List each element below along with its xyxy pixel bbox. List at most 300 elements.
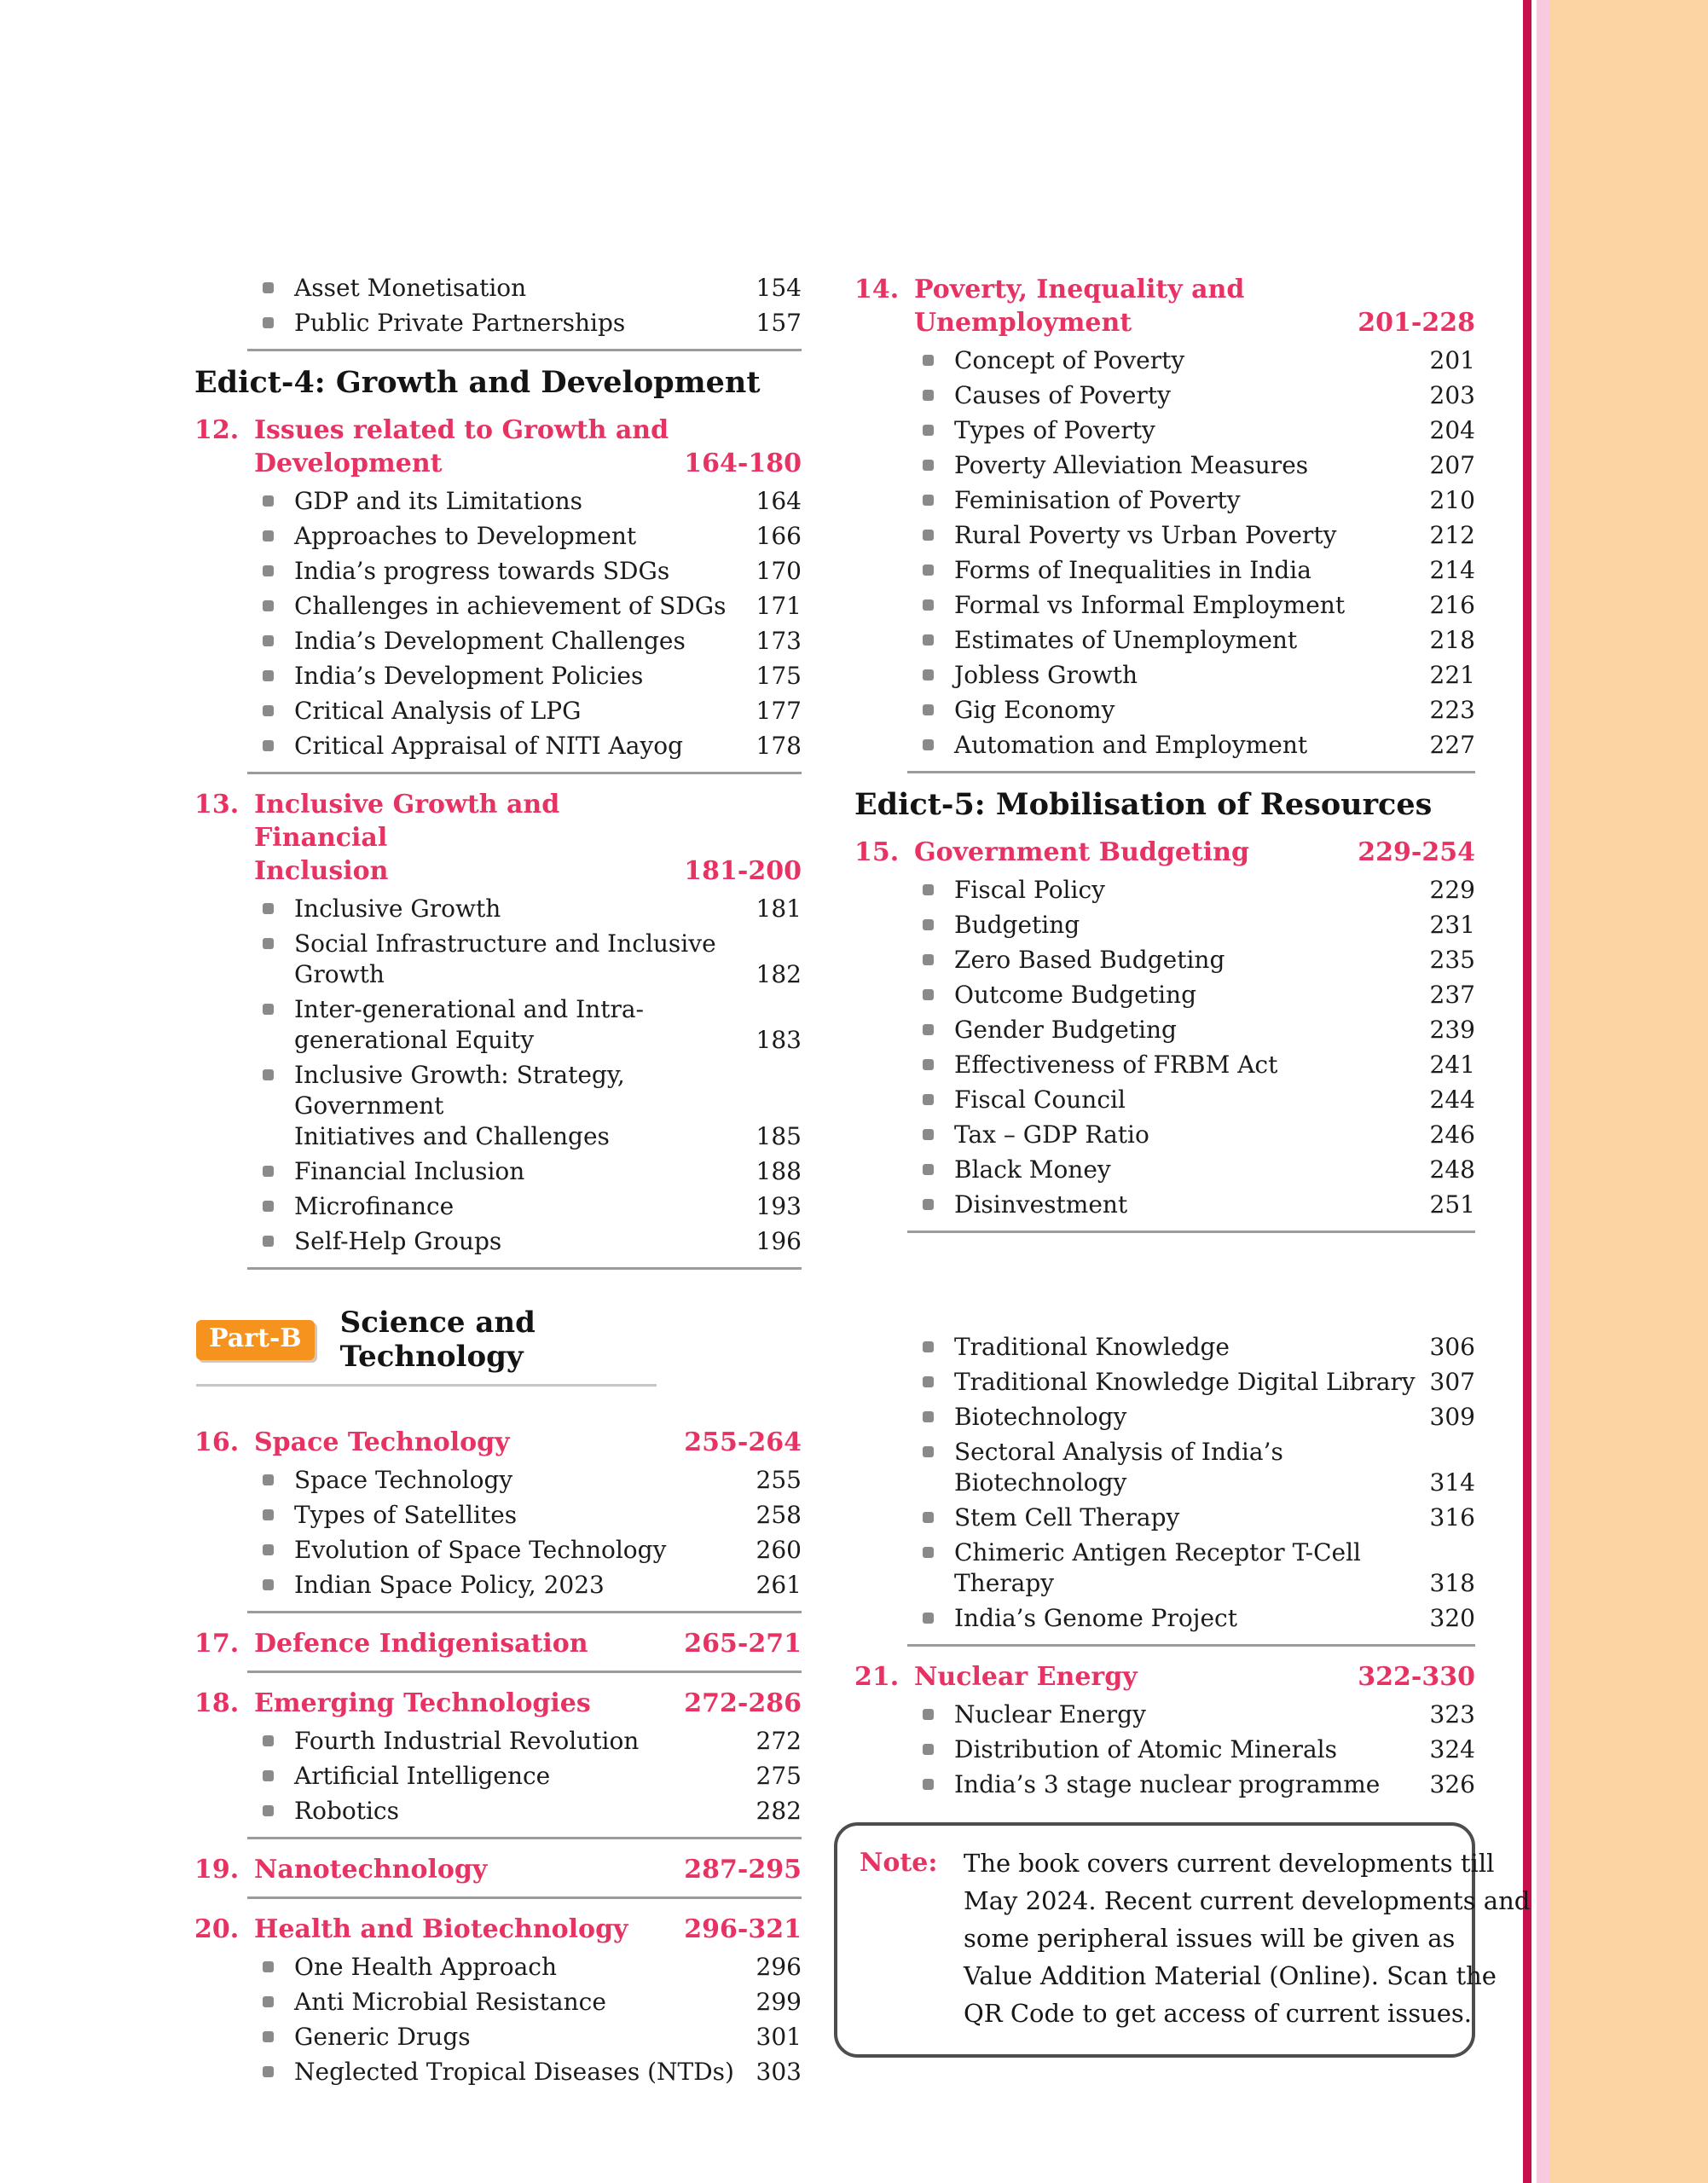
section-separator xyxy=(247,1896,802,1899)
list-bullet-icon xyxy=(923,634,934,646)
list-bullet-icon xyxy=(923,1446,934,1457)
chapter-page-range: 265-271 xyxy=(684,1629,802,1659)
chapter-row xyxy=(194,1687,802,1720)
list-bullet-icon xyxy=(263,740,274,751)
toc-item xyxy=(194,994,802,1056)
toc-item-page: 260 xyxy=(756,1536,802,1564)
chapter-page-range: 201-228 xyxy=(1358,308,1475,338)
list-bullet-icon xyxy=(923,1411,934,1422)
note-text-line: some peripheral issues will be given as xyxy=(964,1924,1456,1953)
toc-item-label-line: GDP and its Limitations xyxy=(294,487,583,515)
toc-item-label xyxy=(954,625,1430,656)
toc-item-label-line: Therapy xyxy=(954,1569,1055,1597)
toc-item xyxy=(194,1952,802,1983)
toc-item-label-line: Social Infrastructure and Inclusive xyxy=(294,929,716,958)
toc-item-page: 218 xyxy=(1429,626,1475,654)
toc-item-label-line: Artificial Intelligence xyxy=(294,1762,551,1790)
toc-item-page: 164 xyxy=(756,487,802,515)
toc-item-page: 301 xyxy=(756,2023,802,2051)
toc-item xyxy=(854,1603,1475,1634)
list-bullet-icon xyxy=(263,903,274,914)
toc-item-label-line: Rural Poverty vs Urban Poverty xyxy=(954,521,1337,549)
toc-item-label-line: Disinvestment xyxy=(954,1190,1128,1219)
toc-item-label xyxy=(294,308,756,339)
toc-item-page: 212 xyxy=(1429,521,1475,549)
list-bullet-icon xyxy=(263,635,274,646)
chapter-number: 14. xyxy=(854,275,900,304)
toc-item-label xyxy=(954,1332,1430,1363)
toc-item-label-line: Inclusive Growth: Strategy, Government xyxy=(294,1061,625,1120)
toc-item-page: 170 xyxy=(756,557,802,585)
part-heading: Edict-4: Growth and Development xyxy=(194,365,761,400)
list-bullet-icon xyxy=(923,390,934,401)
chapter-title-line: Development xyxy=(254,449,443,478)
list-bullet-icon xyxy=(923,1129,934,1140)
toc-item xyxy=(854,520,1475,551)
toc-item-label-line: India’s 3 stage nuclear programme xyxy=(954,1770,1381,1798)
toc-item-label-line: Black Money xyxy=(954,1155,1111,1184)
toc-item xyxy=(194,661,802,692)
toc-item-label-line: Causes of Poverty xyxy=(954,381,1171,409)
toc-item-label-line: Fiscal Policy xyxy=(954,876,1105,904)
toc-item-label xyxy=(954,520,1430,551)
chapter-title xyxy=(914,273,1358,339)
column-spacer xyxy=(854,1247,1475,1332)
toc-item-page: 231 xyxy=(1429,911,1475,939)
list-bullet-icon xyxy=(263,1166,274,1177)
note-text-line: May 2024. Recent current developments and xyxy=(964,1886,1531,1915)
toc-item xyxy=(854,1769,1475,1800)
toc-item-label xyxy=(954,415,1430,446)
toc-item-label-line: Growth xyxy=(294,960,385,988)
chapter-title xyxy=(254,1853,684,1886)
toc-item xyxy=(854,695,1475,726)
toc-item-page: 216 xyxy=(1429,591,1475,619)
chapter-page-range: 272-286 xyxy=(684,1688,802,1718)
toc-item xyxy=(194,1987,802,2018)
part-badge: Part-B xyxy=(196,1320,315,1360)
list-bullet-icon xyxy=(263,1069,274,1080)
toc-item-page: 261 xyxy=(756,1571,802,1599)
toc-item xyxy=(854,1437,1475,1498)
toc-item xyxy=(194,591,802,622)
toc-item-label xyxy=(294,929,756,990)
chapter-title-line: Health and Biotechnology xyxy=(254,1914,628,1944)
toc-item-label-line: Effectiveness of FRBM Act xyxy=(954,1051,1278,1079)
list-bullet-icon xyxy=(263,1201,274,1212)
toc-item xyxy=(854,980,1475,1010)
list-bullet-icon xyxy=(923,1376,934,1387)
list-bullet-icon xyxy=(923,460,934,471)
toc-item-label xyxy=(954,1155,1430,1185)
toc-item xyxy=(854,1537,1475,1599)
chapter-row xyxy=(194,1627,802,1660)
toc-item-page: 196 xyxy=(756,1227,802,1255)
toc-item xyxy=(194,1156,802,1187)
part-title: Science and Technology xyxy=(339,1306,536,1374)
toc-item xyxy=(194,626,802,657)
toc-item-label-line: Generic Drugs xyxy=(294,2023,471,2051)
toc-item xyxy=(194,894,802,924)
toc-item-page: 307 xyxy=(1429,1368,1475,1396)
chapter-number: 19. xyxy=(194,1855,240,1885)
toc-item-page: 326 xyxy=(1429,1770,1475,1798)
section-separator xyxy=(247,349,802,351)
list-bullet-icon xyxy=(923,530,934,541)
toc-item-label xyxy=(954,1734,1430,1765)
toc-item-page: 221 xyxy=(1429,661,1475,689)
note-label: Note: xyxy=(860,1848,938,1878)
toc-item-label xyxy=(294,1796,756,1827)
toc-item-label-line: Biotechnology xyxy=(954,1468,1127,1497)
list-bullet-icon xyxy=(923,1779,934,1790)
list-bullet-icon xyxy=(263,495,274,507)
chapter-page-range: 164-180 xyxy=(684,449,802,478)
section-separator xyxy=(247,772,802,774)
toc-item xyxy=(854,1402,1475,1433)
list-bullet-icon xyxy=(923,1512,934,1523)
toc-item-label xyxy=(294,1952,756,1983)
toc-item-page: 223 xyxy=(1429,696,1475,724)
toc-item-label xyxy=(294,1726,756,1757)
toc-item xyxy=(854,555,1475,586)
toc-item-label-line: Robotics xyxy=(294,1797,399,1825)
chapter-row xyxy=(854,273,1475,339)
toc-item-label xyxy=(954,945,1430,976)
section-separator xyxy=(907,1644,1475,1647)
list-bullet-icon xyxy=(923,599,934,611)
toc-item-label-line: Gig Economy xyxy=(954,696,1115,724)
toc-item-label xyxy=(954,1402,1430,1433)
toc-item-label-line: Inter-generational and Intra- xyxy=(294,995,645,1023)
list-bullet-icon xyxy=(923,565,934,576)
chapter-title xyxy=(914,1660,1358,1694)
toc-item-label xyxy=(954,1050,1430,1080)
toc-item-label-line: Chimeric Antigen Receptor T-Cell xyxy=(954,1538,1361,1566)
toc-item-label xyxy=(294,894,756,924)
toc-item-page: 244 xyxy=(1429,1086,1475,1114)
chapter-page-range: 229-254 xyxy=(1358,837,1475,867)
chapter-number: 13. xyxy=(194,790,240,819)
chapter-row xyxy=(854,836,1475,869)
toc-item xyxy=(854,875,1475,906)
toc-item-label xyxy=(294,521,756,552)
chapter-page-range: 322-330 xyxy=(1358,1662,1475,1692)
list-bullet-icon xyxy=(923,669,934,680)
list-bullet-icon xyxy=(263,705,274,716)
list-bullet-icon xyxy=(923,1341,934,1352)
chapter-row xyxy=(194,1913,802,1946)
toc-item xyxy=(194,273,802,304)
toc-item xyxy=(854,345,1475,376)
list-bullet-icon xyxy=(263,600,274,611)
toc-item xyxy=(194,1465,802,1496)
toc-item-label xyxy=(294,591,756,622)
note-text xyxy=(964,1844,1530,2032)
list-bullet-icon xyxy=(923,1744,934,1755)
toc-item-label xyxy=(294,273,756,304)
toc-item-label xyxy=(954,1190,1430,1220)
toc-item-page: 306 xyxy=(1429,1333,1475,1361)
toc-item-label-line: One Health Approach xyxy=(294,1953,557,1981)
list-bullet-icon xyxy=(923,1709,934,1720)
toc-item-page: 255 xyxy=(756,1466,802,1494)
toc-item-label-line: Challenges in achievement of SDGs xyxy=(294,592,727,620)
toc-item-page: 246 xyxy=(1429,1120,1475,1149)
toc-item-label-line: Jobless Growth xyxy=(954,661,1138,689)
chapter-title xyxy=(254,1913,684,1946)
toc-item-label xyxy=(954,1367,1430,1398)
toc-item-page: 214 xyxy=(1429,556,1475,584)
list-bullet-icon xyxy=(923,1547,934,1558)
toc-item-page: 203 xyxy=(1429,381,1475,409)
toc-item-page: 235 xyxy=(1429,946,1475,974)
toc-item-label xyxy=(294,1535,756,1566)
toc-item-page: 296 xyxy=(756,1953,802,1981)
chapter-row xyxy=(194,788,802,888)
toc-item xyxy=(854,1085,1475,1115)
toc-item-label-line: Fourth Industrial Revolution xyxy=(294,1727,640,1755)
toc-item xyxy=(854,1190,1475,1220)
chapter-page-range: 181-200 xyxy=(684,856,802,886)
toc-item-label xyxy=(954,1699,1430,1730)
toc-item-label-line: Automation and Employment xyxy=(954,731,1308,759)
toc-item xyxy=(194,486,802,517)
toc-item-label xyxy=(294,1987,756,2018)
list-bullet-icon xyxy=(263,317,274,328)
toc-item xyxy=(854,485,1475,516)
toc-item-label xyxy=(954,1603,1430,1634)
toc-item-label-line: Sectoral Analysis of India’s xyxy=(954,1438,1283,1466)
toc-item-label xyxy=(954,485,1430,516)
list-bullet-icon xyxy=(263,1509,274,1520)
toc-item-label xyxy=(294,486,756,517)
toc-item-label-line: Zero Based Budgeting xyxy=(954,946,1225,974)
note-text-line: Value Addition Material (Online). Scan the xyxy=(964,1961,1497,1990)
toc-item-page: 323 xyxy=(1429,1700,1475,1728)
toc-item xyxy=(194,731,802,761)
toc-item-label-line: Self-Help Groups xyxy=(294,1227,502,1255)
toc-item-page: 177 xyxy=(756,697,802,725)
toc-item-label xyxy=(954,1537,1430,1599)
toc-item-label xyxy=(954,1085,1430,1115)
chapter-title-line: Nanotechnology xyxy=(254,1855,488,1885)
toc-item-page: 182 xyxy=(756,960,802,988)
section-separator xyxy=(247,1611,802,1613)
chapter-title-line: Government Budgeting xyxy=(914,837,1249,867)
toc-item-page: 299 xyxy=(756,1988,802,2016)
list-bullet-icon xyxy=(923,1024,934,1035)
chapter-row xyxy=(194,414,802,480)
toc-item-label-line: Microfinance xyxy=(294,1192,455,1220)
toc-item-label-line: Types of Poverty xyxy=(954,416,1155,444)
note-text-line: The book covers current developments till xyxy=(964,1849,1495,1878)
toc-item xyxy=(194,1761,802,1792)
part-badge-row xyxy=(196,1306,657,1387)
list-bullet-icon xyxy=(923,1094,934,1105)
toc-item xyxy=(194,308,802,339)
toc-item-label-line: Nuclear Energy xyxy=(954,1700,1146,1728)
toc-item xyxy=(854,380,1475,411)
toc-item-page: 324 xyxy=(1429,1735,1475,1763)
toc-item-label-line: Traditional Knowledge Digital Library xyxy=(954,1368,1416,1396)
toc-item-label xyxy=(954,660,1430,691)
toc-item-page: 248 xyxy=(1429,1155,1475,1184)
toc-item-label xyxy=(294,1060,756,1152)
list-bullet-icon xyxy=(923,1199,934,1210)
toc-item-page: 154 xyxy=(756,274,802,302)
list-bullet-icon xyxy=(263,1961,274,1972)
toc-item xyxy=(194,1535,802,1566)
list-bullet-icon xyxy=(263,1236,274,1247)
toc-item-label-line: Poverty Alleviation Measures xyxy=(954,451,1309,479)
list-bullet-icon xyxy=(923,1164,934,1175)
toc-item-label-line: Feminisation of Poverty xyxy=(954,486,1241,514)
toc-item-page: 166 xyxy=(756,522,802,550)
toc-item xyxy=(854,1332,1475,1363)
list-bullet-icon xyxy=(263,1004,274,1015)
chapter-title-line: Nuclear Energy xyxy=(914,1662,1138,1692)
toc-item xyxy=(194,2057,802,2087)
chapter-page-range: 296-321 xyxy=(684,1914,802,1944)
list-bullet-icon xyxy=(263,1474,274,1485)
chapter-title-line: Inclusive Growth and Financial xyxy=(254,790,560,853)
toc-item-label-line: Space Technology xyxy=(294,1466,513,1494)
part-heading: Edict-5: Mobilisation of Resources xyxy=(854,787,1433,822)
list-bullet-icon xyxy=(923,495,934,506)
toc-item-label xyxy=(294,556,756,587)
toc-item xyxy=(854,910,1475,941)
toc-item-page: 251 xyxy=(1429,1190,1475,1219)
toc-item-page: 309 xyxy=(1429,1403,1475,1431)
toc-item-page: 229 xyxy=(1429,876,1475,904)
toc-item-page: 188 xyxy=(756,1157,802,1185)
section-separator xyxy=(247,1837,802,1839)
list-bullet-icon xyxy=(923,884,934,895)
toc-item-label xyxy=(954,695,1430,726)
toc-item-label xyxy=(954,450,1430,481)
list-bullet-icon xyxy=(923,919,934,930)
list-bullet-icon xyxy=(263,1805,274,1816)
toc-item-label-line: Tax – GDP Ratio xyxy=(954,1120,1149,1149)
chapter-number: 15. xyxy=(854,837,900,867)
toc-item-label xyxy=(294,2057,756,2087)
list-bullet-icon xyxy=(263,2066,274,2077)
toc-item-label-line: Anti Microbial Resistance xyxy=(294,1988,606,2016)
chapter-title xyxy=(254,1426,684,1459)
toc-item-page: 210 xyxy=(1429,486,1475,514)
toc-item-label xyxy=(954,1769,1430,1800)
toc-item-label-line: Neglected Tropical Diseases (NTDs) xyxy=(294,2058,734,2086)
toc-item xyxy=(854,660,1475,691)
chapter-title xyxy=(254,414,684,480)
toc-item-label-line: Forms of Inequalities in India xyxy=(954,556,1311,584)
toc-item-page: 183 xyxy=(756,1026,802,1054)
toc-item-page: 173 xyxy=(756,627,802,655)
toc-item-page: 314 xyxy=(1429,1468,1475,1497)
toc-item-label xyxy=(954,980,1430,1010)
toc-item-label-line: Stem Cell Therapy xyxy=(954,1503,1180,1532)
list-bullet-icon xyxy=(263,938,274,949)
list-bullet-icon xyxy=(923,989,934,1000)
toc-item-page: 201 xyxy=(1429,346,1475,374)
toc-item-label-line: Critical Appraisal of NITI Aayog xyxy=(294,732,684,760)
toc-item-label xyxy=(294,1226,756,1257)
toc-item-label xyxy=(954,380,1430,411)
section-separator xyxy=(907,771,1475,773)
chapter-number: 21. xyxy=(854,1662,900,1692)
toc-item-page: 171 xyxy=(756,592,802,620)
toc-item-page: 258 xyxy=(756,1501,802,1529)
toc-item-label xyxy=(294,1500,756,1531)
toc-item xyxy=(854,1015,1475,1045)
toc-item-label-line: Fiscal Council xyxy=(954,1086,1126,1114)
toc-item-label xyxy=(294,1465,756,1496)
chapter-number: 17. xyxy=(194,1629,240,1659)
left-column xyxy=(194,273,802,2092)
toc-item-page: 320 xyxy=(1429,1604,1475,1632)
toc-item-label-line: Critical Analysis of LPG xyxy=(294,697,582,725)
chapter-title-line: Issues related to Growth and xyxy=(254,415,669,445)
toc-item-label xyxy=(294,994,756,1056)
toc-item-label-line: generational Equity xyxy=(294,1026,535,1054)
toc-item xyxy=(194,1060,802,1152)
chapter-number: 12. xyxy=(194,415,240,445)
toc-item xyxy=(194,1570,802,1601)
toc-item-label-line: Budgeting xyxy=(954,911,1080,939)
toc-item xyxy=(854,945,1475,976)
toc-item-page: 303 xyxy=(756,2058,802,2086)
toc-item-label xyxy=(954,1120,1430,1150)
toc-item-page: 207 xyxy=(1429,451,1475,479)
toc-item-page: 185 xyxy=(756,1122,802,1150)
toc-item-label xyxy=(294,626,756,657)
list-bullet-icon xyxy=(923,1613,934,1624)
list-bullet-icon xyxy=(923,1059,934,1070)
toc-item-label xyxy=(294,1156,756,1187)
toc-item-label xyxy=(954,730,1430,761)
toc-item-label xyxy=(954,910,1430,941)
toc-item-label-line: India’s Genome Project xyxy=(954,1604,1237,1632)
toc-item-label-line: Initiatives and Challenges xyxy=(294,1122,610,1150)
toc-item-label xyxy=(954,345,1430,376)
toc-item-label xyxy=(954,1015,1430,1045)
list-bullet-icon xyxy=(263,282,274,293)
toc-item-label-line: Estimates of Unemployment xyxy=(954,626,1298,654)
toc-item-label xyxy=(294,1570,756,1601)
toc-item xyxy=(194,1226,802,1257)
chapter-title xyxy=(254,1687,684,1720)
toc-item-label-line: Financial Inclusion xyxy=(294,1157,525,1185)
toc-item-label-line: Evolution of Space Technology xyxy=(294,1536,667,1564)
toc-item-label-line: Asset Monetisation xyxy=(294,274,527,302)
chapter-title-line: Space Technology xyxy=(254,1427,510,1457)
toc-item-label xyxy=(954,1503,1430,1533)
toc-item-page: 227 xyxy=(1429,731,1475,759)
list-bullet-icon xyxy=(263,670,274,681)
toc-item-label-line: Traditional Knowledge xyxy=(954,1333,1230,1361)
toc-item xyxy=(854,590,1475,621)
toc-item xyxy=(854,1734,1475,1765)
toc-item-label xyxy=(294,1191,756,1222)
toc-item-page: 157 xyxy=(756,309,802,337)
toc-item-label xyxy=(294,731,756,761)
chapter-row xyxy=(854,1660,1475,1694)
toc-item-label xyxy=(294,1761,756,1792)
list-bullet-icon xyxy=(263,530,274,541)
toc-item-label-line: Concept of Poverty xyxy=(954,346,1185,374)
toc-item xyxy=(854,1050,1475,1080)
